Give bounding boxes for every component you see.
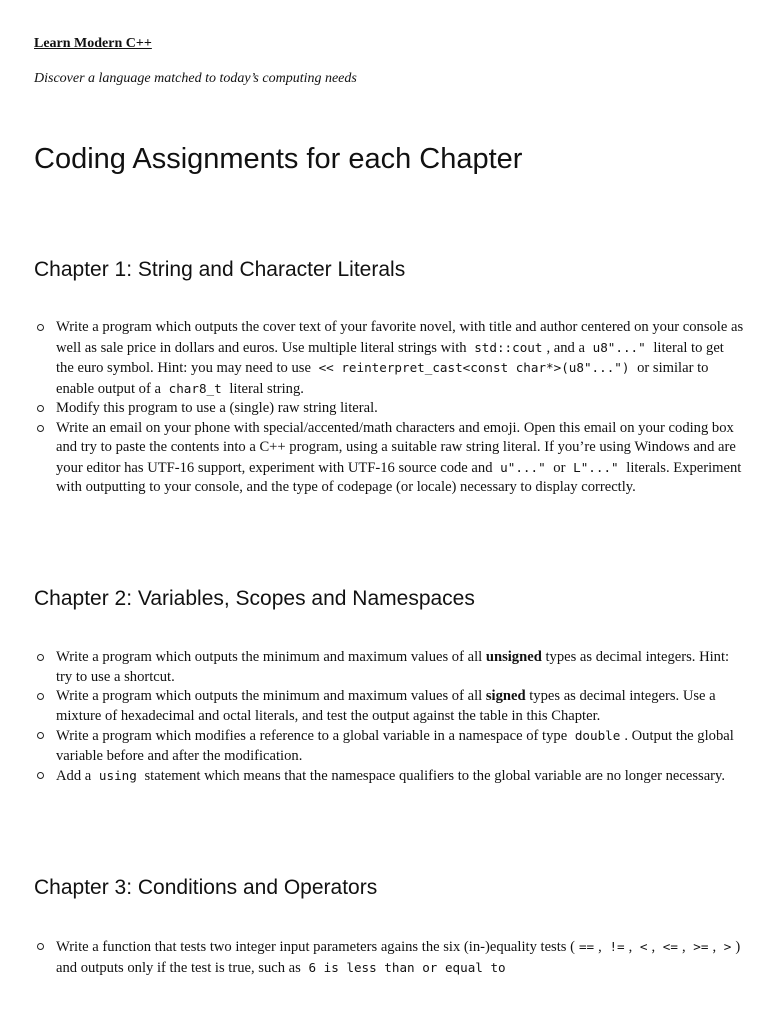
chapter-1-section	[34, 257, 744, 495]
list-item: Add a using statement which means that the namespace qualifiers to the global variable are no longer necessary.	[34, 766, 744, 787]
chapter-2-heading: Chapter 2: Variables, Scopes and Namespaces	[34, 587, 475, 610]
list-item: Write a program which outputs the minimum and maximum values of all unsigned types as decimal integers. Hint: try to use a shortcut.	[34, 648, 744, 687]
chapter-3-section	[34, 875, 744, 976]
list-item: Write a program which outputs the minimum and maximum values of all signed types as decimal integers. Use a mixture of hexadecimal and octal literals, and test the output against the table in this Chapter.	[34, 687, 744, 726]
site-title-link[interactable]: Learn Modern C++	[34, 36, 152, 51]
site-tagline: Discover a language matched to today’s computing needs	[34, 71, 357, 86]
list-item: Modify this program to use a (single) raw string literal.	[34, 399, 744, 419]
chapter-3-list	[34, 937, 744, 978]
chapter-2-section	[34, 586, 744, 784]
chapter-1-list	[34, 318, 744, 498]
chapter-1-heading: Chapter 1: String and Character Literals	[34, 258, 406, 281]
chapter-3-heading: Chapter 3: Conditions and Operators	[34, 876, 378, 899]
list-item: Write an email on your phone with special/accented/math characters and emoji. Open this email on your coding box and try to paste the contents into a C++ program, using a suitable raw string literal. If you’re using Windows and are your editor has UTF-16 support, experiment with UTF-16 source code and u"..." or L"..." literals. Experiment with outputting to your console, and the type of codepage (or locale) necessary to display correctly.	[34, 419, 744, 498]
list-item: Write a program which outputs the cover text of your favorite novel, with title and author centered on your console as well as sale price in dollars and euros. Use multiple literal strings with std::cout , and a u8"..." literal to get the euro symbol. Hint: you may need to use << reinterpret_cast<const char*>(u8"...") or similar to enable output of a char8_t literal string.	[34, 318, 744, 399]
chapter-2-list	[34, 648, 744, 787]
list-item: Write a function that tests two integer input parameters agains the six (in-)equality tests ( == , != , < , <= , >= , > ) and outputs only if the test is true, such as 6 is less than or equal to	[34, 937, 744, 978]
list-item: Write a program which modifies a reference to a global variable in a namespace of type double . Output the global variable before and after the modification.	[34, 726, 744, 766]
page-title: Coding Assignments for each Chapter	[34, 143, 523, 175]
